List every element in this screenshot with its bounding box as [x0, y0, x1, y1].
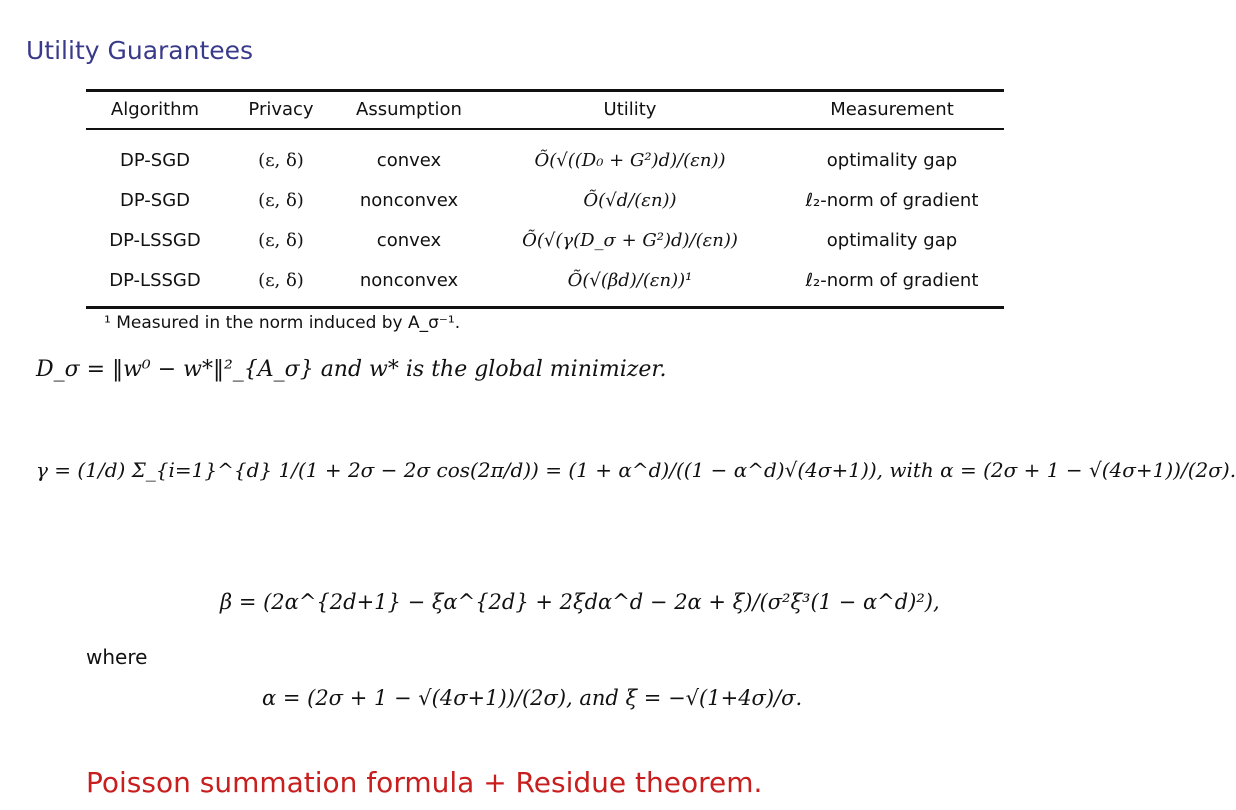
dsigma-definition: D_σ = ‖w⁰ − w*‖²_{A_σ} and w* is the global minimizer.	[36, 357, 667, 382]
gamma-equation: γ = (1/d) Σ_{i=1}^{d} 1/(1 + 2σ − 2σ cos(2π/d)) = (1 + α^d)/((1 − α^d)√(4σ+1)), with α = (2σ + 1 − √(4σ+1))/(2σ).	[36, 458, 1236, 482]
slide-title: Utility Guarantees	[26, 36, 254, 65]
where-label: where	[86, 645, 148, 669]
table-row	[86, 129, 1004, 180]
conclusion-text: Poisson summation formula + Residue theorem.	[86, 766, 763, 799]
alpha-xi-equation: α = (2σ + 1 − √(4σ+1))/(2σ), and ξ = −√(1+4σ)/σ.	[262, 686, 803, 710]
utility-table	[86, 89, 1004, 309]
cell-algorithm: DP-LSSGD	[109, 229, 201, 251]
cell-privacy: (ε, δ)	[258, 229, 304, 251]
cell-assumption: nonconvex	[359, 269, 459, 291]
header-utility: Utility	[603, 99, 657, 120]
table-row	[86, 180, 1004, 220]
cell-privacy: (ε, δ)	[258, 149, 304, 171]
cell-measurement: optimality gap	[826, 149, 958, 171]
cell-assumption: convex	[376, 229, 442, 251]
cell-algorithm: DP-SGD	[119, 189, 191, 211]
cell-utility: Õ(√((D₀ + G²)d)/(εn))	[534, 149, 726, 171]
cell-assumption: nonconvex	[359, 189, 459, 211]
header-algorithm: Algorithm	[110, 99, 200, 120]
header-assumption: Assumption	[356, 99, 462, 120]
cell-measurement: optimality gap	[826, 229, 958, 251]
cell-utility: Õ(√(βd)/(εn))¹	[567, 269, 693, 291]
table-row	[86, 260, 1004, 308]
cell-algorithm: DP-SGD	[119, 149, 191, 171]
cell-utility: Õ(√(γ(D_σ + G²)d)/(εn))	[522, 229, 738, 251]
header-measurement: Measurement	[830, 99, 954, 120]
cell-assumption: convex	[376, 149, 442, 171]
cell-utility: Õ(√d/(εn))	[583, 189, 677, 211]
table-footnote: ¹ Measured in the norm induced by A_σ⁻¹.	[104, 313, 461, 333]
cell-privacy: (ε, δ)	[258, 189, 304, 211]
table-row	[86, 220, 1004, 260]
cell-measurement: ℓ₂-norm of gradient	[805, 189, 979, 211]
cell-privacy: (ε, δ)	[258, 269, 304, 291]
table-header-row	[86, 91, 1004, 130]
cell-algorithm: DP-LSSGD	[109, 269, 201, 291]
header-privacy: Privacy	[248, 99, 314, 120]
beta-equation: β = (2α^{2d+1} − ξα^{2d} + 2ξdα^d − 2α + ξ)/(σ²ξ³(1 − α^d)²),	[220, 590, 940, 614]
cell-measurement: ℓ₂-norm of gradient	[805, 269, 979, 291]
